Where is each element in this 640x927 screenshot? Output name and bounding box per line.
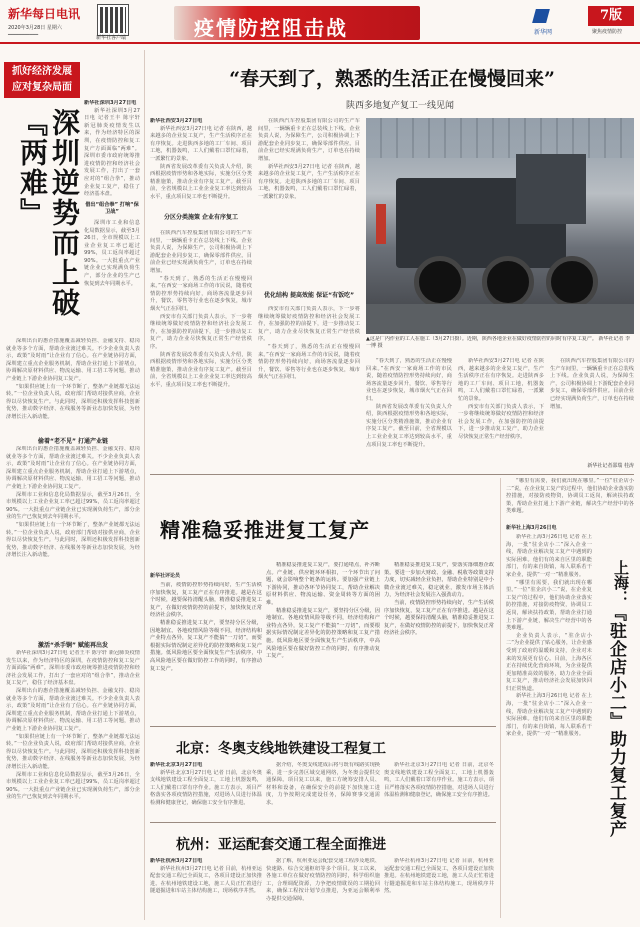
- beijing-headline: 北京：冬奥支线地铁建设工程复工: [176, 741, 386, 757]
- truck-factory-photo: [366, 118, 634, 334]
- main-col-3: “春天到了，熟悉的生活正在慢慢回来。”在西安一家商场工作的市民说，随着疫情防控形势持续向好，商场客流量逐步回升，餐饮、零售等行业也在逐步恢复，城市烟火气正在回归。 陕西省发展改革委有关负责人介绍，陕西根据疫情形势和各地实际，实施分区分类精准施策，推动企业有序复工复产。截至目前，全省规模以上工业企业复工率达到较高水平，重点项目复工率也不断提升。: [366, 358, 452, 448]
- feature-col-1: 当前，疫情防控形势持续向好，生产生活秩序加快恢复，复工复产正在有序推进。越是在这个时候，越要保持清醒头脑，精准稳妥推进复工复产，在做好疫情防控的前提下，加快恢复正常经济社会秩序。 精准稳妥推进复工复产，要坚持分区分级，因地制宜。各地疫情风险等级不同，经济结构和产业特点各异，复工复产不能搞“一刀切”，而要根据实际情况制定差异化的防控策略和复工复产措施。低风险地区要全面恢复生产生活秩序，中高风险地区要在做好防控工作的同时，有序推动复工复产。: [150, 582, 262, 672]
- date-line: 2020年3月28日 星期六: [8, 25, 62, 31]
- logo-text: 新华网: [534, 29, 553, 36]
- shanghai-title: 『驻企店小二』助力复工复产: [606, 604, 626, 838]
- shenzhen-title: 深圳逆势而上破『两难』: [16, 108, 81, 318]
- hangzhou-col-3: 新华社杭州3月27日电 记者 目前，杭州亚运配套交通工程已全面复工，各项目建设正加快推进。在杭州地铁建设工地，施工人员正忙着进行隧道掘进和车站主体结构施工，现场秩序井然。: [384, 858, 494, 895]
- main-col-1b: 在陕西汽车控股集团有限公司的生产车间里，一辆辆重卡正在总装线上下线。企业负责人说，为保障生产，公司积极协调上下游配套企业同步复工，确保零部件供应。目前企业已经实现满负荷生产，订单也在持续增加。 “春天到了，熟悉的生活正在慢慢回来。”在西安一家商场工作的市民说，随着疫情防控形势持续向好，商场客流量逐步回升，餐饮、零售等行业也在逐步恢复，城市烟火气正在回归。 西安市有关部门负责人表示，下一步将继续统筹做好疫情防控和经济社会发展工作，在加强防控的前提下，进一步推动复工复产，助力企业尽快恢复正常生产经营秩序。 陕西省发展改革委有关负责人介绍，陕西根据疫情形势和各地实际，实施分区分类精准施策，推动企业有序复工复产。截至目前，全省规模以上工业企业复工率达到较高水平，重点项目复工率也不断提升。: [150, 230, 252, 388]
- xinhua-logo: [534, 8, 568, 34]
- page-number-badge: [588, 6, 634, 26]
- hangzhou-col-1: 新华社杭州3月27日电 新华社杭州3月27日电 记者 目前，杭州亚运配套交通工程已全面复工，各项目建设正加快推进。在杭州地铁建设工地，施工人员正忙着进行隧道掘进和车站主体结构施工，现场秩序井然。: [150, 858, 262, 895]
- page-section: 聚焦疫情防控: [592, 29, 623, 35]
- left-banner: [4, 62, 80, 98]
- shenzhen-subhead-1: 借出“组合拳” 打响“保卫战”: [85, 201, 139, 216]
- main-col-2: 在陕西汽车控股集团有限公司的生产车间里，一辆辆重卡正在总装线上下线。企业负责人说，为保障生产，公司积极协调上下游配套企业同步复工，确保零部件供应。目前企业已经实现满负荷生产，订单也在持续增加。 新华社西安3月27日电 记者 在陕西，越来越多的企业复工复产，生产生活秩序正在有序恢复。走进陕西多地的工厂车间、项目工地，机器轰鸣，工人们戴着口罩忙碌着，一派繁忙的景象。: [258, 118, 360, 200]
- hangzhou-col-2: 据了解，杭州亚运会配套交通工程涉及地铁、快速路、综合交通枢纽等多个项目。复工以来，各施工单位在做好疫情防控的同时，科学组织施工，合理调配资源，力争把疫情耽误的工期抢回来，确保工程按计划节点推进，为亚运会顺利举办提供交通保障。: [266, 858, 380, 902]
- banner: [174, 6, 420, 40]
- qr-code[interactable]: [98, 5, 128, 35]
- banner-title: 疫情防控阻击战: [194, 16, 348, 40]
- hangzhou-headline: 杭州：亚运配套交通工程全面推进: [176, 837, 386, 853]
- photo-caption: ▲这是厂内作业的工人在施工（3月27日摄）。近期，陕西各地企业在做好疫情防控的同时有序复工复产。 新华社记者 李一博 摄: [366, 336, 631, 349]
- shanghai-city: 上海：: [612, 560, 630, 605]
- feature-col-2: 精准稳妥推进复工复产，要打通堵点，补齐断点。产业链、供应链环环相扣，一个环节出了问题，就会影响整个链条的运转。要加强产业链上下游协同，推动各环节协同复工，帮助企业解决原材料供应、物流运输、资金周转等方面的困难。 精准稳妥推进复工复产，要坚持分区分级，因地制宜。各地疫情风险等级不同，经济结构和产业特点各异，复工复产不能搞“一刀切”，而要根据实际情况制定差异化的防控策略和复工复产措施。低风险地区要全面恢复生产生活秩序，中高风险地区要在做好防控工作的同时，有序推动复工复产。: [266, 562, 380, 660]
- paper-logo: 新华每日电讯 2020年3月28日 星期六 ━━━━━━━━━━: [8, 7, 81, 38]
- feature-headline: 精准稳妥推进复工复产: [160, 518, 370, 542]
- shenzhen-body-2: 深圳出台的惠企措施覆盖减轻负担、金融支持、稳岗就业等多个方面，帮助企业渡过难关。不少企业负责人表示，政策“及时雨”让企业有了信心。在产业链协同方面，深圳建立重点企业服务机制，帮助企业打通上下游堵点，协调解决原材料供应、物流运输、用工招工等问题，推动产业链上下游企业协同复工复产。 深圳市工业和信息化局数据显示，截至3月26日，全市规模以上工业企业复工率已超过99%，员工返岗率超过90%。一大批重点产业链企业已实现满负荷生产，部分企业的生产已恢复到去年同期水平。 “如果供应链上有一个环节断了，整条产业链都无法运转。”一位企业负责人说，政府部门帮助对接供应商，企业得以尽快恢复生产。与此同时，深圳还积极发挥科技创新优势，推动数字经济、在线服务等新业态加快发展，为经济增长注入新动能。: [6, 446, 140, 559]
- main-subhead: 陕西多地复产复工一线见闻: [345, 101, 454, 111]
- qr-label: 新华社客户端: [96, 35, 127, 41]
- main-headline: “春天到了，熟悉的生活正在慢慢回来”: [229, 68, 555, 90]
- shenzhen-subhead-3: 激活“杀手锏” 赋能再出发: [38, 642, 108, 649]
- left-banner-line2: 应对复杂局面: [12, 82, 72, 93]
- shanghai-col-b: 新华社上海3月26日电 记者 在上海，一批“驻企店小二”深入企业一线，帮助企业解决复工复产中遇到的实际困难。他们有的来自区里的职能部门，有的来自街镇，每人联系若干家企业，提供“一对一”精准服务。 “哪里有需要，我们就出现在哪里。”一位“驻企店小二”说，在企业复工复产的过程中，他们协助企业落实防控措施，对接防疫物资，协调员工返岗，解读扶持政策，帮助企业打通上下游产业链，解决生产经营中的各类难题。 企业负责人表示，“驻企店小二”为企业提供了贴心服务，让企业感受到了政府的温暖和支持，企业对未来的发展更有信心。目前，上海各区正在持续优化营商环境，为企业提供更加精准高效的服务，助力企业全面复工复产，推动经济社会发展加快回归正常轨道。 新华社上海3月26日电 记者 在上海，一批“驻企店小二”深入企业一线，帮助企业解决复工复产中遇到的实际困难。他们有的来自区里的职能部门，有的来自街镇，每人联系若干家企业，提供“一对一”精准服务。: [506, 534, 592, 738]
- main-byline: 新华社西安3月27日电: [150, 118, 203, 124]
- beijing-col-3: 新华社北京3月27日电 记者 日前，北京冬奥支线地铁建设工程全面复工，工地上机器轰鸣，工人们戴着口罩有序作业。施工方表示，项目严格落实各项疫情防控措施，对进场人员进行体温检测和健康登记，确保施工安全有序推进。: [384, 762, 494, 799]
- left-banner-line1: 抓好经济发展: [12, 66, 72, 77]
- main-col-5: 在陕西汽车控股集团有限公司的生产车间里，一辆辆重卡正在总装线上下线。企业负责人说，为保障生产，公司积极协调上下游配套企业同步复工，确保零部件供应。目前企业已经实现满负荷生产，订单也在持续增加。: [550, 358, 634, 410]
- shanghai-byline: 新华社上海3月26日电: [506, 525, 557, 531]
- main-col-4: 新华社西安3月27日电 记者 在陕西，越来越多的企业复工复产，生产生活秩序正在有序恢复。走进陕西多地的工厂车间、项目工地，机器轰鸣，工人们戴着口罩忙碌着，一派繁忙的景象。 西安市有关部门负责人表示，下一步将继续统筹做好疫情防控和经济社会发展工作，在加强防控的前提下，进一步推动复工复产，助力企业尽快恢复正常生产经营秩序。: [458, 358, 544, 440]
- shenzhen-lead-text: 新华社深圳3月27日电 新华社深圳3月27日电 记者王丰 陈宇轩 新冠肺炎疫情发生以来，作为经济特区的深圳，在疫情防控和复工复产方面面临“两难”。深圳市委市政府统筹推进疫情防控和经济社会发展工作，打出了一套应对的“组合拳”，推动企业复工复产，稳住了经济基本盘。 借出“组合拳” 打响“保卫战” 深圳市工业和信息化局数据显示，截至3月26日，全市规模以上工业企业复工率已超过99%，员工返岗率超过90%。一大批重点产业链企业已实现满负荷生产，部分企业的生产已恢复到去年同期水平。: [84, 100, 140, 287]
- main-subhead-2: 优化结构 提高效能 保证“有饭吃”: [263, 292, 355, 299]
- shenzhen-body-3: 新华社深圳3月27日电 记者王丰 陈宇轩 新冠肺炎疫情发生以来，作为经济特区的深圳，在疫情防控和复工复产方面面临“两难”。深圳市委市政府统筹推进疫情防控和经济社会发展工作，打出了一套应对的“组合拳”，推动企业复工复产，稳住了经济基本盘。 深圳出台的惠企措施覆盖减轻负担、金融支持、稳岗就业等多个方面，帮助企业渡过难关。不少企业负责人表示，政策“及时雨”让企业有了信心。在产业链协同方面，深圳建立重点企业服务机制，帮助企业打通上下游堵点，协调解决原材料供应、物流运输、用工招工等问题，推动产业链上下游企业协同复工复产。 “如果供应链上有一个环节断了，整条产业链都无法运转。”一位企业负责人说，政府部门帮助对接供应商，企业得以尽快恢复生产。与此同时，深圳还积极发挥科技创新优势，推动数字经济、在线服务等新业态加快发展，为经济增长注入新动能。 深圳市工业和信息化局数据显示，截至3月26日，全市规模以上工业企业复工率已超过99%，员工返岗率超过90%。一大批重点产业链企业已实现满负荷生产，部分企业的生产已恢复到去年同期水平。: [6, 650, 140, 801]
- beijing-col-1: 新华社北京3月27日电 新华社北京3月27日电 记者 日前，北京冬奥支线地铁建设工程全面复工，工地上机器轰鸣，工人们戴着口罩有序作业。施工方表示，项目严格落实各项疫情防控措施，对进场人员进行体温检测和健康登记，确保施工安全有序推进。: [150, 762, 262, 806]
- xinhua-logo-icon: [532, 9, 550, 23]
- shenzhen-body-1: 深圳出台的惠企措施覆盖减轻负担、金融支持、稳岗就业等多个方面，帮助企业渡过难关。不少企业负责人表示，政策“及时雨”让企业有了信心。在产业链协同方面，深圳建立重点企业服务机制，帮助企业打通上下游堵点，协调解决原材料供应、物流运输、用工招工等问题，推动产业链上下游企业协同复工复产。 “如果供应链上有一个环节断了，整条产业链都无法运转。”一位企业负责人说，政府部门帮助对接供应商，企业得以尽快恢复生产。与此同时，深圳还积极发挥科技创新优势，推动数字经济、在线服务等新业态加快发展，为经济增长注入新动能。: [6, 338, 140, 420]
- hangzhou-byline: 新华社杭州3月27日电: [150, 858, 203, 864]
- main-col-1: 新华社西安3月27日电 新华社西安3月27日电 记者 在陕西，越来越多的企业复工复产，生产生活秩序正在有序恢复。走进陕西多地的工厂车间、项目工地，机器轰鸣，工人们戴着口罩忙碌着，一派繁忙的景象。 陕西省发展改革委有关负责人介绍，陕西根据疫情形势和各地实际，实施分区分类精准施策，推动企业有序复工复产。截至目前，全省规模以上工业企业复工率达到较高水平，重点项目复工率也不断提升。: [150, 118, 252, 200]
- main-end-byline: 新华社记者邵瑞 桂涛: [587, 463, 634, 469]
- page-number: 7版: [599, 8, 623, 23]
- shanghai-col-a: “哪里有需要，我们就出现在哪里。”一位“驻企店小二”说，在企业复工复产的过程中，他们协助企业落实防控措施，对接防疫物资，协调员工返岗，解读扶持政策，帮助企业打通上下游产业链，解决生产经营中的各类难题。: [506, 478, 634, 515]
- shenzhen-subhead-2: 偷着“老不见” 打通产业链: [38, 438, 108, 445]
- main-subhead-1: 分区分类施策 企业有序复工: [163, 214, 239, 221]
- masthead: [0, 0, 640, 40]
- paper-name: 新华每日电讯: [8, 7, 81, 21]
- shenzhen-byline: 新华社深圳3月27日电: [84, 100, 137, 106]
- beijing-col-2: 据介绍，冬奥支线建成后将与既有线路实现换乘，进一步完善区域交通网络，为冬奥会提供交通保障。项目复工以来，施工方统筹安排人员、材料和设备，在确保安全的前提下加快施工进度，力争按期完成建设任务，保障赛事交通需求。: [266, 762, 380, 806]
- feature-col-3: 精准稳妥推进复工复产，要落实落细惠企政策。要进一步加大财政、金融、税收等政策支持力度，切实减轻企业负担，帮助企业特别是中小微企业渡过难关，稳定就业，激发市场主体活力，为经济社会发展注入强劲动力。 当前，疫情防控形势持续向好，生产生活秩序加快恢复，复工复产正在有序推进。越是在这个时候，越要保持清醒头脑，精准稳妥推进复工复产，在做好疫情防控的前提下，加快恢复正常经济社会秩序。: [384, 562, 494, 637]
- main-col-2b: 西安市有关部门负责人表示，下一步将继续统筹做好疫情防控和经济社会发展工作，在加强防控的前提下，进一步推动复工复产，助力企业尽快恢复正常生产经营秩序。 “春天到了，熟悉的生活正在慢慢回来。”在西安一家商场工作的市民说，随着疫情防控形势持续向好，商场客流量逐步回升，餐饮、零售等行业也在逐步恢复，城市烟火气正在回归。: [258, 306, 360, 381]
- feature-byline: 新华社评论员: [150, 573, 181, 579]
- beijing-byline: 新华社北京3月27日电: [150, 762, 203, 768]
